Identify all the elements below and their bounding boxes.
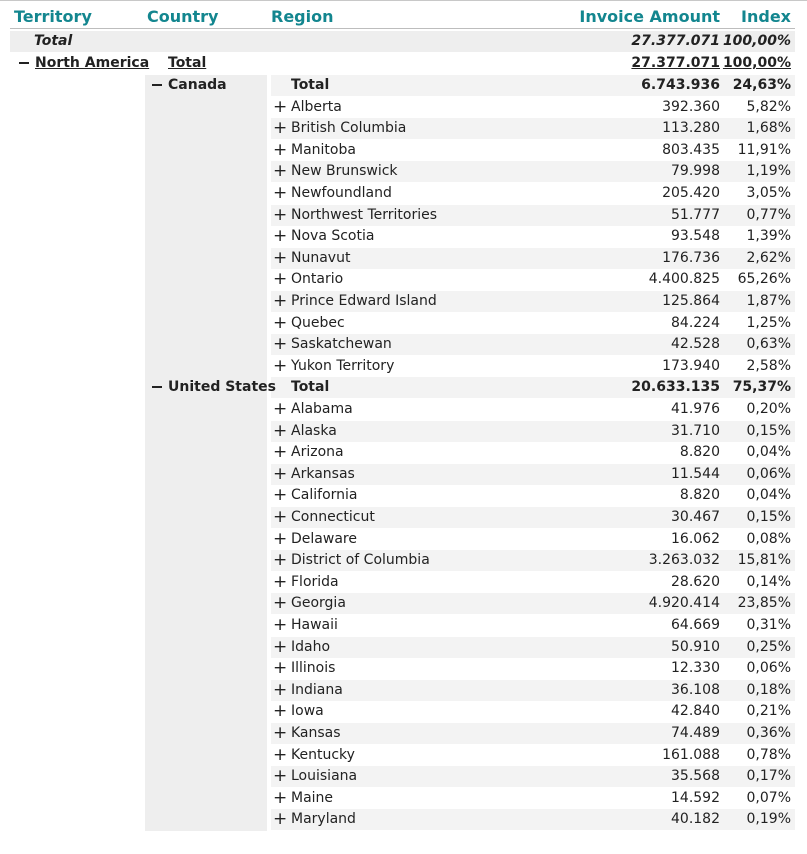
region-row	[0, 313, 807, 334]
region-amount: 31.710	[671, 422, 720, 439]
region-name[interactable]: Iowa	[291, 703, 324, 720]
region-amount: 93.548	[671, 228, 720, 245]
plus-icon[interactable]: +	[273, 507, 288, 527]
plus-icon[interactable]: +	[273, 787, 288, 808]
region-amount: 392.360	[662, 98, 720, 115]
plus-icon[interactable]: +	[273, 528, 288, 549]
country-total-amount: 6.743.936	[641, 77, 720, 93]
collapse-territory-toggle[interactable]	[19, 53, 29, 74]
region-name[interactable]: Alabama	[291, 401, 353, 417]
region-index: 0,04%	[746, 444, 791, 461]
top-divider	[0, 0, 807, 1]
region-index: 23,85%	[737, 595, 791, 612]
grand-total-index: 100,00%	[722, 33, 791, 49]
region-amount: 79.998	[671, 163, 720, 180]
territory-name[interactable]: North America	[35, 55, 150, 71]
region-name[interactable]: New Brunswick	[291, 163, 398, 180]
plus-icon[interactable]: +	[273, 766, 288, 787]
header-invoice-amount[interactable]: Invoice Amount	[579, 7, 720, 26]
region-amount: 4.920.414	[648, 595, 720, 612]
region-index: 1,19%	[746, 163, 791, 180]
region-row	[0, 97, 807, 118]
region-index: 0,77%	[746, 206, 791, 223]
region-index: 0,18%	[746, 681, 791, 698]
grand-total-label: Total	[34, 33, 73, 49]
region-name[interactable]: District of Columbia	[291, 552, 430, 569]
territory-total-index: 100,00%	[722, 55, 791, 71]
plus-icon[interactable]: +	[273, 420, 288, 441]
plus-icon[interactable]: +	[273, 615, 288, 635]
region-row	[0, 442, 807, 463]
collapse-country-toggle[interactable]	[152, 75, 162, 96]
region-index: 0,78%	[746, 746, 791, 763]
plus-icon[interactable]: +	[273, 485, 288, 506]
region-index: 0,14%	[746, 573, 791, 590]
region-name[interactable]: Manitoba	[291, 141, 356, 158]
region-row	[0, 745, 807, 766]
grand-total-amount: 27.377.071	[631, 33, 720, 49]
region-index: 11,91%	[737, 141, 791, 158]
region-index: 1,25%	[746, 314, 791, 331]
region-index: 0,63%	[746, 336, 791, 353]
region-amount: 36.108	[671, 681, 720, 698]
region-amount: 176.736	[662, 249, 720, 266]
region-row	[0, 529, 807, 550]
region-row	[0, 140, 807, 161]
region-amount: 50.910	[671, 638, 720, 655]
region-index: 0,06%	[746, 660, 791, 677]
region-amount: 51.777	[671, 206, 720, 223]
region-name[interactable]: Illinois	[291, 660, 336, 677]
region-amount: 8.820	[679, 487, 720, 504]
plus-icon[interactable]: +	[273, 658, 288, 679]
plus-icon[interactable]: +	[273, 593, 288, 614]
region-name[interactable]: Kansas	[291, 725, 341, 741]
plus-icon[interactable]: +	[273, 723, 288, 743]
region-name[interactable]: Prince Edward Island	[291, 293, 437, 309]
region-index: 0,07%	[746, 789, 791, 806]
region-name[interactable]: Louisiana	[291, 768, 358, 785]
region-name[interactable]: Connecticut	[291, 509, 375, 525]
plus-icon[interactable]: +	[273, 291, 288, 311]
country-total-amount: 20.633.135	[631, 379, 720, 396]
region-index: 0,08%	[746, 530, 791, 547]
region-row	[0, 205, 807, 226]
region-row	[0, 464, 807, 485]
region-index: 0,36%	[746, 725, 791, 741]
region-name[interactable]: Florida	[291, 573, 339, 590]
region-row	[0, 637, 807, 658]
region-index: 0,06%	[746, 465, 791, 482]
region-amount: 125.864	[662, 293, 720, 309]
region-row	[0, 593, 807, 614]
region-index: 0,15%	[746, 509, 791, 525]
region-index: 0,19%	[746, 811, 791, 828]
region-index: 0,21%	[746, 703, 791, 720]
plus-icon[interactable]: +	[273, 139, 288, 160]
region-row	[0, 788, 807, 809]
region-index: 1,87%	[746, 293, 791, 309]
country-total-label: Total	[291, 77, 330, 93]
region-name[interactable]: Idaho	[291, 638, 331, 655]
plus-icon[interactable]: +	[273, 744, 288, 765]
region-index: 0,31%	[746, 617, 791, 633]
region-name[interactable]: Alaska	[291, 422, 337, 439]
region-row	[0, 334, 807, 355]
country-row	[0, 377, 807, 398]
region-amount: 11.544	[671, 465, 720, 482]
country-total-label: Total	[291, 379, 330, 396]
region-row	[0, 269, 807, 290]
region-name[interactable]: Hawaii	[291, 617, 338, 633]
region-name[interactable]: Alberta	[291, 98, 342, 115]
plus-icon[interactable]: +	[273, 247, 288, 268]
plus-icon[interactable]: +	[273, 183, 288, 203]
region-amount: 74.489	[671, 725, 720, 741]
region-index: 1,68%	[746, 120, 791, 137]
region-name[interactable]: Quebec	[291, 314, 345, 331]
region-index: 2,62%	[746, 249, 791, 266]
country-total-index: 75,37%	[732, 379, 791, 396]
region-name[interactable]: Northwest Territories	[291, 206, 438, 223]
region-name[interactable]: Arizona	[291, 444, 344, 461]
region-row	[0, 291, 807, 312]
region-row	[0, 399, 807, 420]
region-name[interactable]: Yukon Territory	[291, 357, 395, 374]
region-index: 15,81%	[737, 552, 791, 569]
plus-icon[interactable]: +	[273, 701, 288, 722]
plus-icon[interactable]: +	[273, 809, 288, 830]
plus-icon[interactable]: +	[273, 334, 288, 355]
header-index[interactable]: Index	[741, 7, 791, 26]
region-row	[0, 766, 807, 787]
region-index: 5,82%	[746, 98, 791, 115]
plus-icon[interactable]: +	[273, 355, 288, 376]
region-row	[0, 701, 807, 722]
region-amount: 803.435	[662, 141, 720, 158]
region-index: 2,58%	[746, 357, 791, 374]
region-amount: 42.528	[671, 336, 720, 353]
plus-icon[interactable]: +	[273, 636, 288, 657]
territory-row	[0, 53, 807, 74]
region-index: 0,17%	[746, 768, 791, 785]
header-divider	[10, 28, 795, 29]
region-amount: 4.400.825	[648, 271, 720, 288]
region-amount: 30.467	[671, 509, 720, 525]
region-index: 0,15%	[746, 422, 791, 439]
region-index: 1,39%	[746, 228, 791, 245]
region-name[interactable]: Newfoundland	[291, 185, 392, 201]
plus-icon[interactable]: +	[273, 161, 288, 182]
region-amount: 12.330	[671, 660, 720, 677]
region-index: 0,20%	[746, 401, 791, 417]
collapse-country-toggle[interactable]	[152, 377, 162, 398]
plus-icon[interactable]: +	[273, 550, 288, 571]
region-amount: 28.620	[671, 573, 720, 590]
region-name[interactable]: Maine	[291, 789, 334, 806]
plus-icon[interactable]: +	[273, 399, 288, 419]
region-amount: 173.940	[662, 357, 720, 374]
territory-total-amount: 27.377.071	[631, 55, 720, 71]
region-name[interactable]: Ontario	[291, 271, 344, 288]
region-row	[0, 550, 807, 571]
plus-icon[interactable]: +	[273, 463, 288, 484]
region-row	[0, 572, 807, 593]
region-row	[0, 118, 807, 139]
region-amount: 14.592	[671, 789, 720, 806]
plus-icon[interactable]: +	[273, 442, 288, 463]
country-row	[0, 75, 807, 96]
region-row	[0, 809, 807, 830]
region-name[interactable]: Maryland	[291, 811, 356, 828]
region-name[interactable]: British Columbia	[291, 120, 407, 137]
region-name[interactable]: Indiana	[291, 681, 343, 698]
region-amount: 205.420	[662, 185, 720, 201]
plus-icon[interactable]: +	[273, 204, 288, 225]
header-country[interactable]: Country	[147, 7, 219, 26]
territory-total-label: Total	[168, 55, 207, 71]
header-territory[interactable]: Territory	[14, 7, 92, 26]
region-row	[0, 183, 807, 204]
plus-icon[interactable]: +	[273, 679, 288, 700]
minus-icon	[152, 84, 162, 86]
region-row	[0, 615, 807, 636]
grand-total-row	[0, 31, 807, 52]
region-index: 0,25%	[746, 638, 791, 655]
region-index: 65,26%	[737, 271, 791, 288]
region-row	[0, 248, 807, 269]
region-name[interactable]: Saskatchewan	[291, 336, 392, 353]
country-name[interactable]: Canada	[168, 77, 227, 93]
region-name[interactable]: California	[291, 487, 358, 504]
region-amount: 161.088	[662, 746, 720, 763]
region-row	[0, 680, 807, 701]
region-row	[0, 356, 807, 377]
region-row	[0, 485, 807, 506]
region-name[interactable]: Nunavut	[291, 249, 351, 266]
region-amount: 3.263.032	[648, 552, 720, 569]
country-name[interactable]: United States	[168, 379, 276, 396]
plus-icon[interactable]: +	[273, 312, 288, 333]
region-amount: 84.224	[671, 314, 720, 331]
region-row	[0, 507, 807, 528]
plus-icon[interactable]: +	[273, 118, 288, 139]
region-name[interactable]: Delaware	[291, 530, 357, 547]
region-row	[0, 161, 807, 182]
region-index: 0,04%	[746, 487, 791, 504]
region-row	[0, 421, 807, 442]
region-amount: 64.669	[671, 617, 720, 633]
region-name[interactable]: Nova Scotia	[291, 228, 375, 245]
region-amount: 40.182	[671, 811, 720, 828]
region-index: 3,05%	[746, 185, 791, 201]
region-amount: 41.976	[671, 401, 720, 417]
region-name[interactable]: Arkansas	[291, 465, 355, 482]
region-name[interactable]: Kentucky	[291, 746, 355, 763]
header-region[interactable]: Region	[271, 7, 334, 26]
region-amount: 42.840	[671, 703, 720, 720]
region-amount: 8.820	[679, 444, 720, 461]
minus-icon	[19, 62, 29, 64]
region-row	[0, 723, 807, 744]
region-amount: 35.568	[671, 768, 720, 785]
region-row	[0, 226, 807, 247]
region-amount: 113.280	[662, 120, 720, 137]
region-name[interactable]: Georgia	[291, 595, 346, 612]
plus-icon[interactable]: +	[273, 226, 288, 247]
country-total-index: 24,63%	[732, 77, 791, 93]
region-row	[0, 658, 807, 679]
plus-icon[interactable]: +	[273, 571, 288, 592]
minus-icon	[152, 386, 162, 388]
plus-icon[interactable]: +	[273, 269, 288, 290]
region-amount: 16.062	[671, 530, 720, 547]
plus-icon[interactable]: +	[273, 96, 288, 117]
